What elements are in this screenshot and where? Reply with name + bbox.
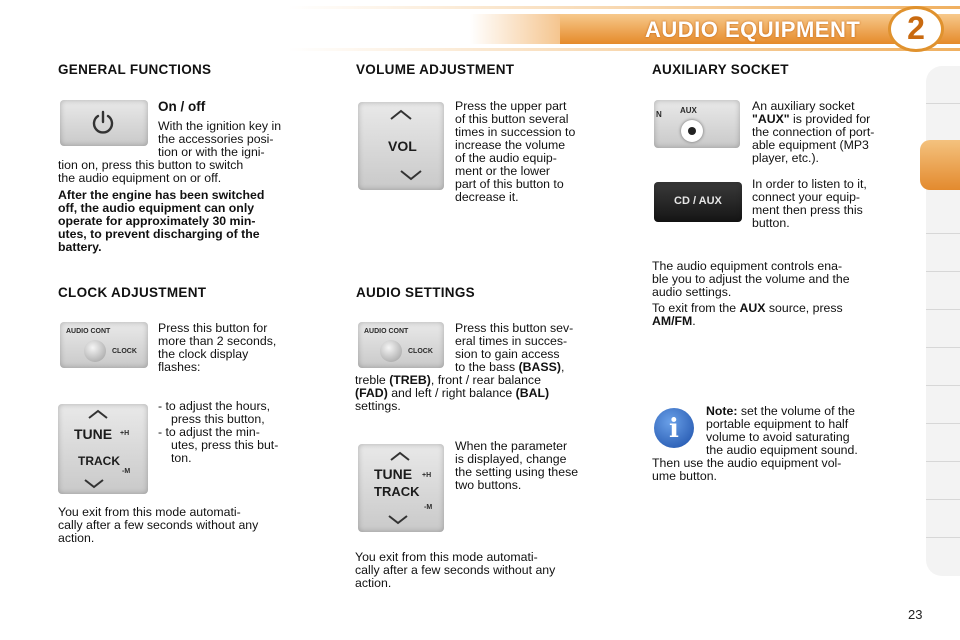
text-line: times in succession to <box>455 125 576 139</box>
audio-exit-text <box>355 551 607 590</box>
amfm-term: AM/FM <box>652 314 693 328</box>
text-line: audio settings. <box>652 285 732 299</box>
general-functions-heading: GENERAL FUNCTIONS <box>58 62 212 77</box>
text-line <box>652 315 906 328</box>
fad-term: (FAD) <box>355 386 388 400</box>
aux-controls-text <box>652 260 904 299</box>
tune-track-button-image <box>358 444 444 532</box>
battery-warning <box>58 189 310 254</box>
chapter-tab[interactable] <box>926 104 960 142</box>
text-line: volume to avoid saturating <box>706 430 850 444</box>
text-line: the audio equipment on or off. <box>58 171 222 185</box>
knob <box>380 340 402 362</box>
chapter-tab[interactable] <box>926 234 960 272</box>
note-text <box>706 405 904 457</box>
auxiliary-socket-heading: AUXILIARY SOCKET <box>652 62 789 77</box>
text-line: able equipment (MP3 <box>752 138 869 152</box>
text-line: portable equipment to half <box>706 417 849 431</box>
text-line: ment or the lower <box>455 164 551 178</box>
text-line: tion on, press this button to switch <box>58 158 244 172</box>
text-line: sion to gain access <box>455 347 560 361</box>
n-label: N <box>656 110 662 119</box>
text-line: the setting using these <box>455 465 579 479</box>
text-line: settings. <box>355 399 401 413</box>
text-line: ble you to adjust the volume and the <box>652 272 850 286</box>
text-line: The audio equipment controls ena- <box>652 259 843 273</box>
aux-term: AUX <box>739 301 766 315</box>
text-span: treble <box>355 373 390 387</box>
clock-label: CLOCK <box>408 348 433 355</box>
text-line: decrease it. <box>455 190 519 204</box>
volume-text <box>455 100 605 204</box>
audio-settings-text <box>455 322 605 374</box>
bass-term: (BASS) <box>518 360 561 374</box>
chapter-tab[interactable] <box>926 272 960 310</box>
text-line: press this button, <box>171 412 265 426</box>
text-span: To exit from the <box>652 301 740 315</box>
text-line: part of this button to <box>455 177 564 191</box>
text-line: eral times in succes- <box>455 334 568 348</box>
text-span: , front / rear balance <box>430 373 541 387</box>
aux-socket <box>681 120 703 142</box>
audio-settings-text-cont <box>355 374 605 413</box>
audio-cont-label: AUDIO CONT <box>66 328 111 335</box>
cd-aux-label: CD / AUX <box>674 195 722 207</box>
chevron-up-icon <box>388 450 412 462</box>
text-line: player, etc.). <box>752 151 819 165</box>
text-line: - to adjust the min- <box>158 425 260 439</box>
chapter-tab[interactable] <box>926 424 960 462</box>
plus-h-label: +H <box>120 430 130 437</box>
cd-aux-button-image <box>654 182 742 222</box>
text-line: Then use the audio equipment vol- <box>652 456 842 470</box>
text-line: ment then press this <box>752 203 863 217</box>
chapter-tab[interactable] <box>926 196 960 234</box>
text-line: the connection of port- <box>752 125 875 139</box>
text-line: button. <box>752 216 790 230</box>
aux-listen-text <box>752 178 904 230</box>
track-label: TRACK <box>374 484 420 499</box>
text-line: two buttons. <box>455 478 522 492</box>
vol-label: VOL <box>388 138 417 154</box>
chapter-tab[interactable] <box>926 500 960 538</box>
text-line: With the ignition key in <box>158 119 282 133</box>
bal-term: (BAL) <box>515 386 550 400</box>
text-line: of this button several <box>455 112 569 126</box>
text-line: cally after a few seconds without any <box>355 563 556 577</box>
onoff-text <box>158 120 308 159</box>
chevron-down-icon <box>398 168 424 182</box>
onoff-title: On / off <box>158 99 206 114</box>
text-line: - to adjust the hours, <box>158 399 271 413</box>
aux-socket-text <box>752 100 904 165</box>
audio-cont-button-image <box>60 322 148 368</box>
tune-track-button-image <box>58 404 148 494</box>
knob <box>84 340 106 362</box>
text-span: set the volume of the <box>737 404 855 418</box>
power-button-image <box>60 100 148 146</box>
vol-button-image <box>358 102 444 190</box>
plus-h-label: +H <box>422 472 432 479</box>
minus-m-label: -M <box>424 504 433 511</box>
text-line: the audio equipment sound. <box>706 443 858 457</box>
text-line: operate for approximately 30 min- <box>58 214 256 228</box>
chevron-down-icon <box>82 478 106 490</box>
text-line: You exit from this mode automati- <box>58 505 241 519</box>
chevron-down-icon <box>386 514 410 526</box>
chapter-tab[interactable] <box>926 386 960 424</box>
text-span: to the bass <box>455 360 519 374</box>
aux-socket-hole <box>688 127 696 135</box>
treble-term: (TREB) <box>389 373 431 387</box>
aux-exit-text <box>652 302 906 328</box>
chevron-up-icon <box>388 108 414 122</box>
text-line: Press this button for <box>158 321 268 335</box>
audio-cont-label: AUDIO CONT <box>364 328 409 335</box>
text-line: more than 2 seconds, <box>158 334 277 348</box>
text-line: of the audio equip- <box>455 151 557 165</box>
clock-steps <box>158 400 310 465</box>
track-label: TRACK <box>78 454 120 468</box>
chapter-tab-active[interactable] <box>920 140 960 190</box>
text-line: is displayed, change <box>455 452 567 466</box>
chapter-tab[interactable] <box>926 310 960 348</box>
clock-label: CLOCK <box>112 348 137 355</box>
text-span: source, press <box>765 301 843 315</box>
text-line: action. <box>355 576 392 590</box>
text-line: tion or with the igni- <box>158 145 265 159</box>
text-line: You exit from this mode automati- <box>355 550 538 564</box>
text-line: utes, to prevent discharging of the <box>58 227 260 241</box>
page-number: 23 <box>908 607 923 622</box>
text-span: and left / right balance <box>387 386 516 400</box>
aux-socket-image <box>654 100 740 148</box>
text-line: increase the volume <box>455 138 566 152</box>
text-line: connect your equip- <box>752 190 861 204</box>
page-title: AUDIO EQUIPMENT <box>645 17 861 42</box>
chapter-badge <box>888 6 948 52</box>
chapter-number: 2 <box>907 10 925 46</box>
text-line: the accessories posi- <box>158 132 274 146</box>
aux-label: AUX <box>680 106 697 115</box>
text-span: is provided for <box>789 112 871 126</box>
text-line: Press this button sev- <box>455 321 574 335</box>
chapter-tab[interactable] <box>926 462 960 500</box>
note-text-cont <box>652 457 904 483</box>
chapter-tab[interactable] <box>926 348 960 386</box>
text-line: When the parameter <box>455 439 568 453</box>
clock-exit-text <box>58 506 310 545</box>
text-line: off, the audio equipment can only <box>58 201 255 215</box>
header-bottom-line <box>0 48 960 51</box>
clock-adjustment-heading: CLOCK ADJUSTMENT <box>58 285 207 300</box>
text-line: Press the upper part <box>455 99 567 113</box>
text-line: ume button. <box>652 469 717 483</box>
page-header <box>0 0 960 56</box>
text-line: to the bass (BASS), <box>455 360 565 374</box>
onoff-text-cont <box>58 159 308 185</box>
minus-m-label: -M <box>122 468 131 475</box>
audio-settings-heading: AUDIO SETTINGS <box>356 285 475 300</box>
chevron-up-icon <box>86 408 110 420</box>
text-line: battery. <box>58 240 102 254</box>
text-span: . <box>692 314 696 328</box>
tune-label: TUNE <box>74 426 113 442</box>
power-icon <box>88 108 118 138</box>
text-line: flashes: <box>158 360 201 374</box>
text-line: In order to listen to it, <box>752 177 867 191</box>
text-line: cally after a few seconds without any <box>58 518 259 532</box>
volume-adjustment-heading: VOLUME ADJUSTMENT <box>356 62 515 77</box>
text-line: utes, press this but- <box>171 438 279 452</box>
chapter-tab[interactable] <box>926 66 960 104</box>
text-line: action. <box>58 531 95 545</box>
note-label: Note: <box>706 404 738 418</box>
text-line: After the engine has been switched <box>58 188 265 202</box>
audio-cont-button-image <box>358 322 444 368</box>
text-line: the clock display <box>158 347 249 361</box>
aux-quote: "AUX" <box>752 112 790 126</box>
clock-press-text <box>158 322 308 374</box>
text-line: ton. <box>171 451 192 465</box>
parameter-text <box>455 440 605 492</box>
header-top-line <box>0 6 960 9</box>
text-line: An auxiliary socket <box>752 99 855 113</box>
tune-label: TUNE <box>374 466 413 482</box>
info-icon: i <box>654 408 694 448</box>
